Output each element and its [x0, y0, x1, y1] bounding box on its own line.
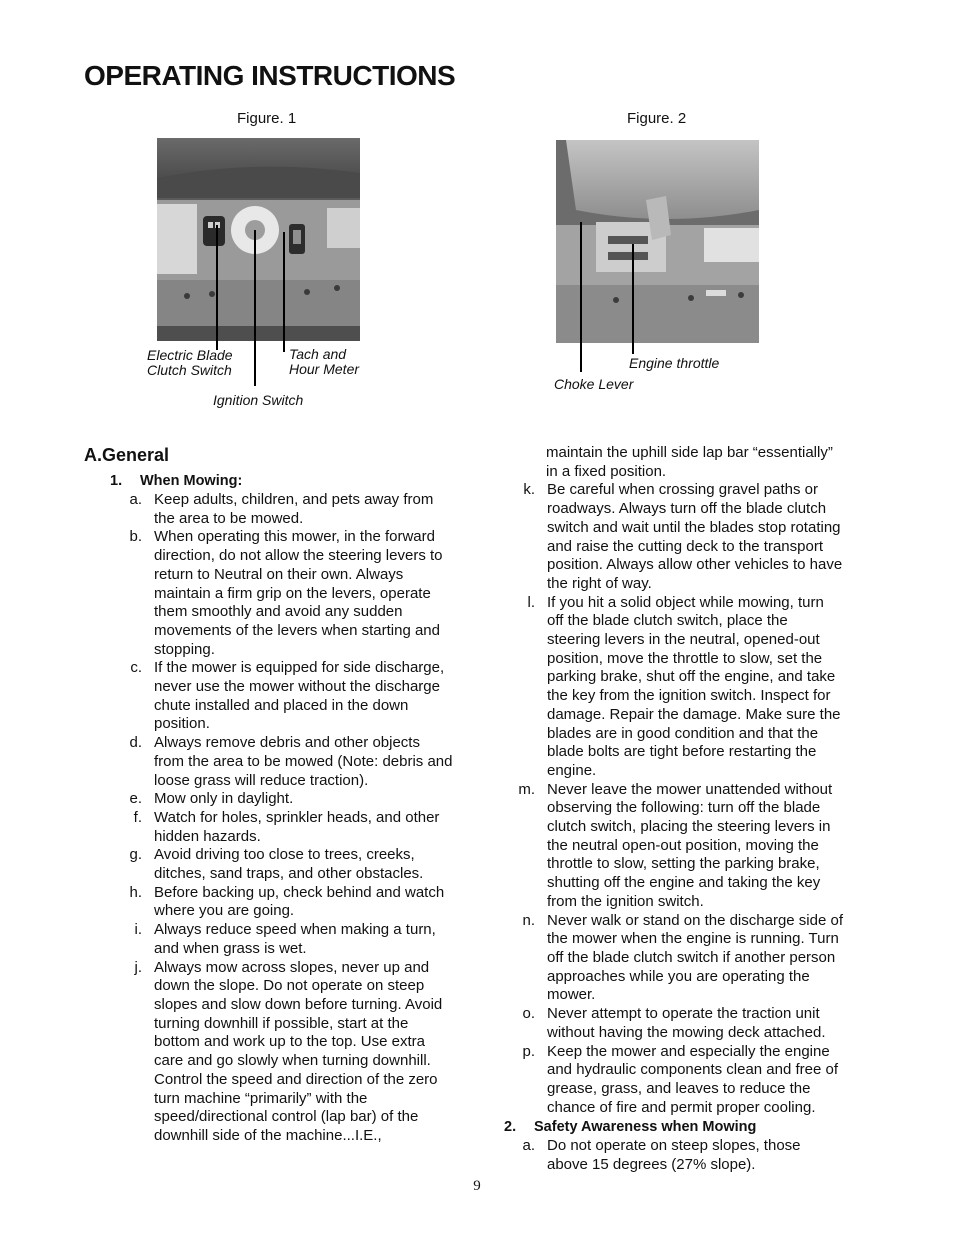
callout-tach-hour-meter: Tach and Hour Meter [289, 346, 360, 377]
list-item: o. Never attempt to operate the traction unit without having the mowing deck attached. [522, 1005, 826, 1041]
instruction-list-right [504, 481, 844, 1117]
section-heading: A.General [84, 445, 170, 465]
list-item: f. Watch for holes, sprinkler heads, and other hidden hazards. [133, 808, 440, 845]
instruction-list-left [84, 491, 454, 1146]
page-title: OPERATING INSTRUCTIONS [84, 60, 456, 91]
leader-line-throttle [632, 244, 634, 354]
leader-line-tach [283, 232, 285, 352]
list-item: n. Never walk or stand on the discharge side of the mower when the engine is running. Turn off the blade clutch switch if another person approaches while you are operating the mower. [522, 911, 843, 1004]
list-item: m. Never leave the mower unattended without observing the following: turn off the blade clutch switch, placing the steering levers in the neutral open-out position, moving the throttle to slow, setting the parking brake, shutting off the engine and taking the key from the ignition switch. [518, 780, 833, 910]
callout-ignition-switch: Ignition Switch [213, 392, 304, 408]
list-item: a. Keep adults, children, and pets away from the area to be mowed. [129, 491, 434, 527]
list-item: p. Keep the mower and especially the engine and hydraulic components clean and free of grease, grass, and leaves to reduce the chance of fire and permit proper cooling. [522, 1042, 839, 1116]
callout-choke-lever: Choke Lever [554, 376, 634, 392]
list-item: l. If you hit a solid object while mowing, turn off the blade clutch switch, place the steering levers in the neutral, opened-out position, move the throttle to slow, set the parking brake, shut off the engine, and take the key from the ignition switch. Inspect for damage. Repair the damage. Make sure the blades are in good condition and that the blade bolts are tight before restarting the engine. [527, 593, 841, 779]
text-column-right [504, 444, 844, 1175]
instruction-list-safety [504, 1137, 844, 1174]
callout-engine-throttle: Engine throttle [629, 355, 720, 371]
leader-line-choke [580, 222, 582, 372]
list-item: j. Always mow across slopes, never up and down the slope. Do not operate on steep slopes and slow down before turning. Avoid turning downhill if possible, start at the bottom and work up to the top. Use extra care and go slowly when turning downhill. Control the speed and direction of the zero turn machine “primarily” with the speed/directional control (lap bar) of the downhill side of the machine...I.E., [134, 958, 443, 1144]
leader-line-blade-clutch [216, 225, 218, 350]
figure-1-photo [157, 138, 360, 341]
list-item: h. Before backing up, check behind and watch where you are going. [129, 883, 445, 920]
subsection-heading-when-mowing: 1. When Mowing: [110, 473, 243, 489]
figure-2-caption: Figure. 2 [627, 110, 687, 127]
control-panel-illustration [157, 138, 360, 341]
list-item: b. When operating this mower, in the forward direction, do not allow the steering levers to return to Neutral on their own. Always maintain a firm grip on the levers, operate them smoothly and avoid any sudden movements of the levers when starting and stopping. [129, 528, 443, 658]
text-column-left [84, 443, 454, 1146]
list-item: i. Always reduce speed when making a turn, and when grass is wet. [134, 921, 436, 957]
list-item: g. Avoid driving too close to trees, creeks, ditches, sand traps, and other obstacles. [129, 846, 424, 883]
item-j-continuation: maintain the uphill side lap bar “essentially” in a fixed position. [546, 444, 833, 480]
subsection-heading-safety-awareness: 2. Safety Awareness when Mowing [504, 1119, 757, 1136]
figure-1-caption: Figure. 1 [237, 110, 297, 127]
callout-electric-blade-clutch-switch: Electric Blade Clutch Switch [147, 347, 233, 378]
figure-2-photo [556, 140, 759, 343]
list-item: k. Be careful when crossing gravel paths or roadways. Always turn off the blade clutch switch and wait until the blades stop rotating and raise the cutting deck to the transport position. Always allow other vehicles to have the right of way. [523, 481, 843, 592]
throttle-choke-illustration [556, 140, 759, 343]
list-item: d. Always remove debris and other objects from the area to be mowed (Note: debris and loose grass will reduce traction). [129, 734, 453, 789]
page-number: 9 [473, 1178, 481, 1194]
list-item: a. Do not operate on steep slopes, those above 15 degrees (27% slope). [522, 1137, 801, 1174]
list-item: c. If the mower is equipped for side discharge, never use the mower without the discharge chute installed and placed in the down position. [130, 659, 445, 733]
leader-line-ignition [254, 230, 256, 386]
list-item: e. Mow only in daylight. [129, 790, 294, 808]
